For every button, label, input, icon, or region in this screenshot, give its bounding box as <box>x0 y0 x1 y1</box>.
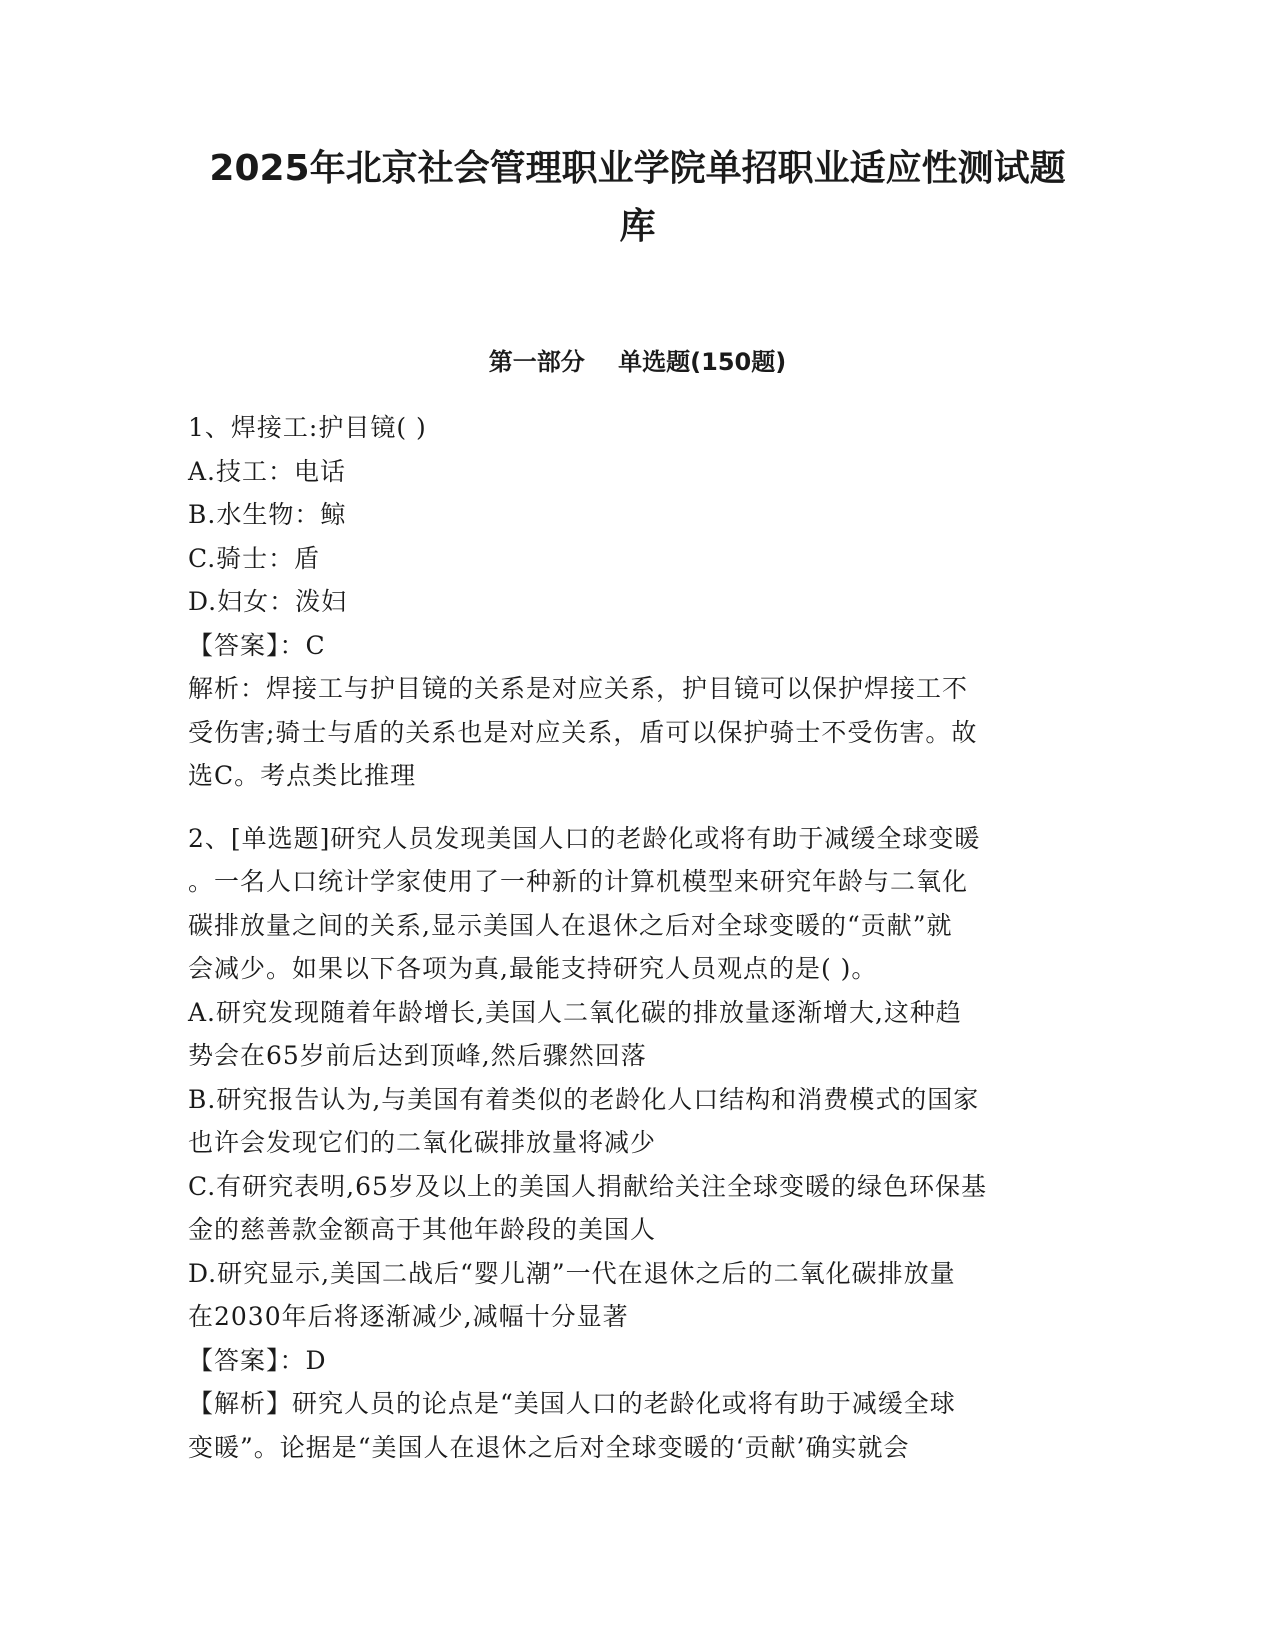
question-list <box>188 406 1088 1469</box>
question-2-option-c-line: 金的慈善款金额高于其他年龄段的美国人 <box>188 1215 657 1244</box>
question-1-option-b: B.水生物：鲸 <box>188 500 347 529</box>
question-1-stem: 1、焊接工:护目镜( ) <box>188 413 427 442</box>
question-1-option-a: A.技工：电话 <box>188 456 347 486</box>
question-2 <box>188 817 1088 1470</box>
document-title <box>150 140 1125 256</box>
question-spacer <box>188 798 1088 817</box>
question-2-option-b-line: B.研究报告认为,与美国有着类似的老龄化人口结构和消费模式的国家 <box>188 1084 980 1114</box>
question-2-stem-line: 会减少。如果以下各项为真,最能支持研究人员观点的是( )。 <box>188 954 878 983</box>
question-2-option-a-line: A.研究发现随着年龄增长,美国人二氧化碳的排放量逐渐增大,这种趋 <box>188 997 962 1027</box>
question-2-option-d-line: 在2030年后将逐渐减少,减幅十分显著 <box>188 1302 629 1331</box>
question-2-analysis-line: 【解析】研究人员的论点是“美国人口的老龄化或将有助于减缓全球 <box>188 1389 956 1418</box>
question-1-answer: 【答案】：C <box>188 630 326 660</box>
question-1-analysis-line: 受伤害;骑士与盾的关系也是对应关系，盾可以保护骑士不受伤害。故 <box>188 717 978 747</box>
question-2-option-d-line: D.研究显示,美国二战后“婴儿潮”一代在退休之后的二氧化碳排放量 <box>188 1258 956 1288</box>
question-2-analysis-line: 变暖”。论据是“美国人在退休之后对全球变暖的‘贡献’确实就会 <box>188 1432 910 1462</box>
section-heading: 第一部分 单选题(150题) <box>488 348 787 376</box>
document-title-line-2: 库 <box>619 206 656 247</box>
question-1-option-c: C.骑士：盾 <box>188 543 321 573</box>
question-2-stem-line: 2、[单选题]研究人员发现美国人口的老龄化或将有助于减缓全球变暖 <box>188 823 981 853</box>
document-title-line-1: 2025年北京社会管理职业学院单招职业适应性测试题 <box>209 148 1066 189</box>
question-1-analysis-line: 解析：焊接工与护目镜的关系是对应关系，护目镜可以保护焊接工不 <box>188 674 969 703</box>
question-2-stem-line: 。一名人口统计学家使用了一种新的计算机模型来研究年龄与二氧化 <box>188 867 969 896</box>
question-2-answer: 【答案】：D <box>188 1345 327 1375</box>
question-2-option-c-line: C.有研究表明,65岁及以上的美国人捐献给关注全球变暖的绿色环保基 <box>188 1171 987 1201</box>
question-1 <box>188 406 1088 798</box>
question-2-option-b-line: 也许会发现它们的二氧化碳排放量将减少 <box>188 1128 657 1157</box>
question-2-stem-line: 碳排放量之间的关系,显示美国人在退休之后对全球变暖的“贡献”就 <box>188 910 953 940</box>
question-1-option-d: D.妇女：泼妇 <box>188 587 348 616</box>
question-1-analysis-line: 选C。考点类比推理 <box>188 761 417 790</box>
question-2-option-a-line: 势会在65岁前后达到顶峰,然后骤然回落 <box>188 1041 647 1070</box>
